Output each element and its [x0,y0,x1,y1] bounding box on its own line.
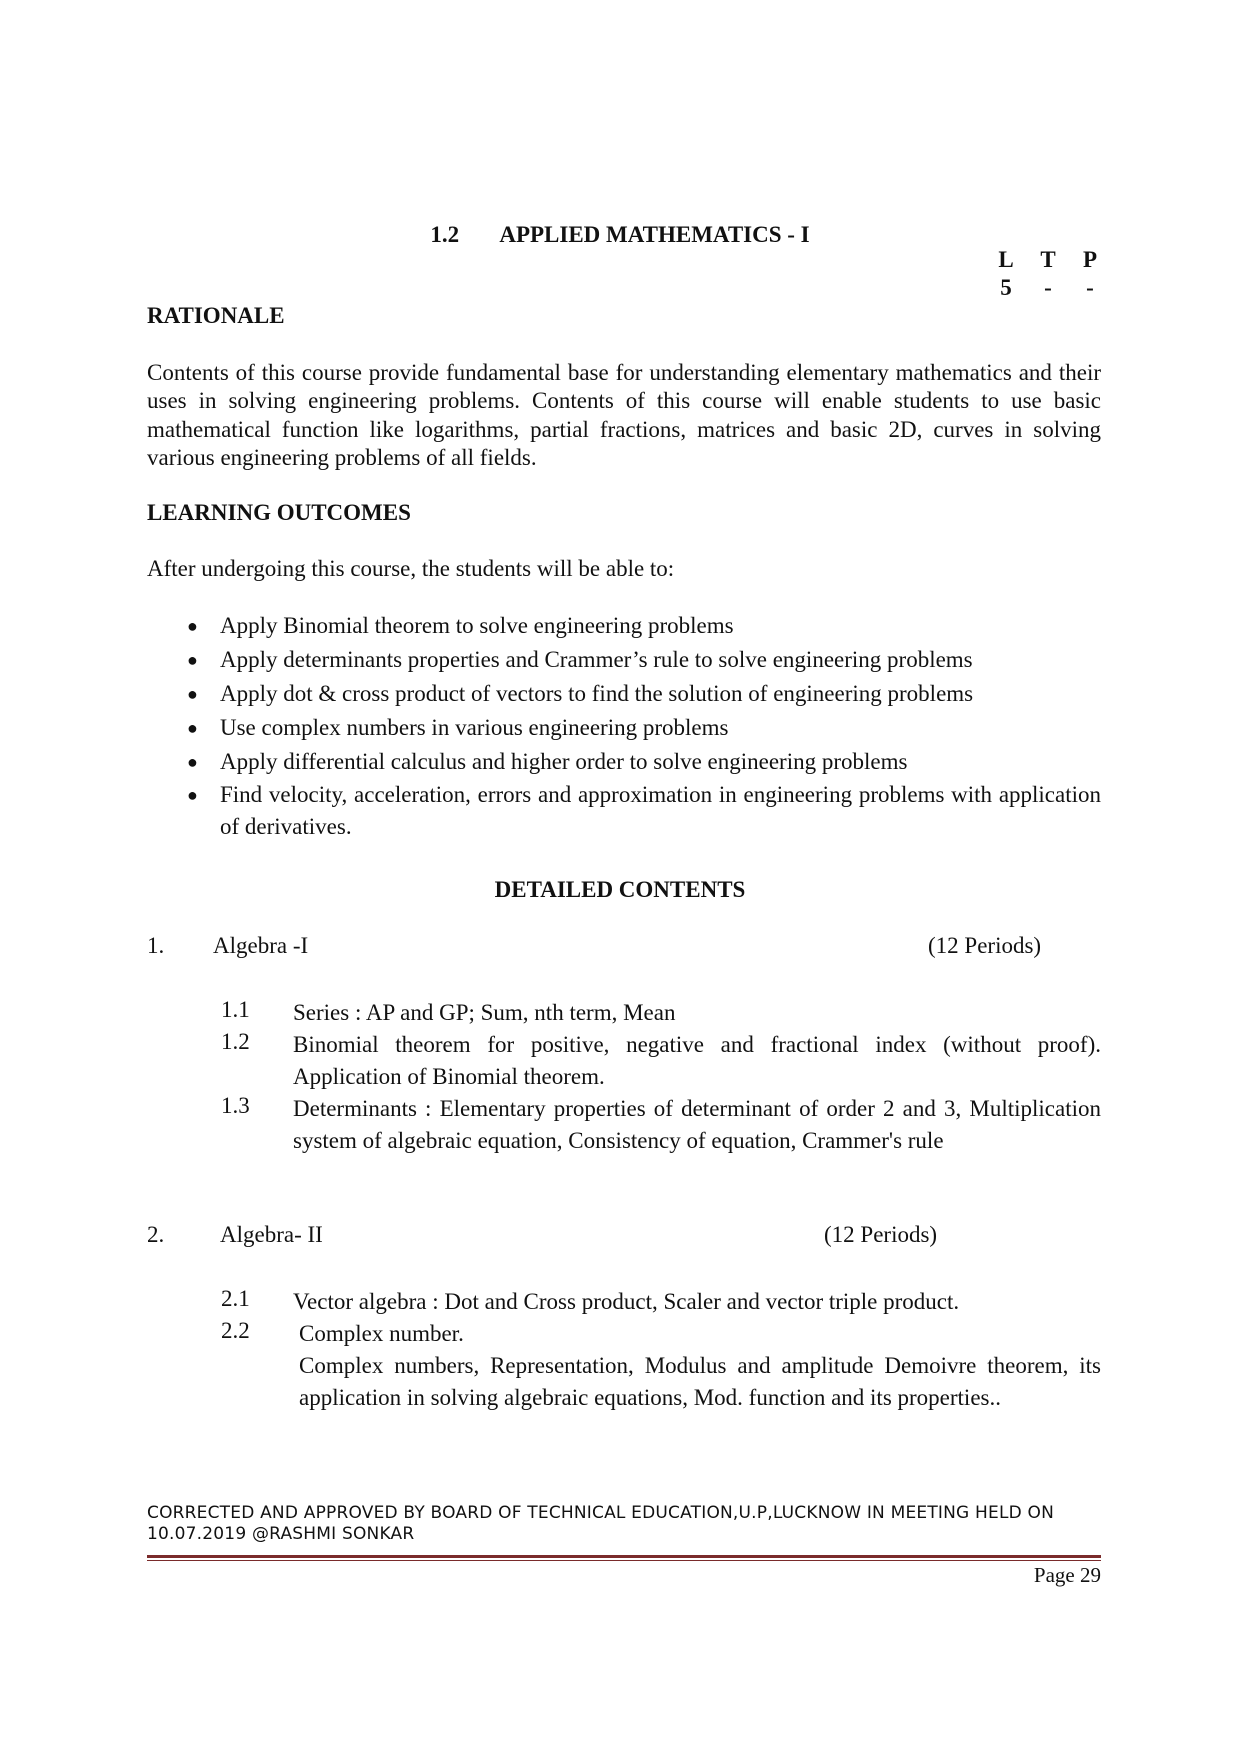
list-item [187,779,1101,843]
ltp-header-t: T [1040,247,1056,272]
topic-text: Binomial theorem for positive, negative and fractional index (without proof). Application of Binomial theorem. [293,1032,1101,1089]
list-item [187,711,1101,745]
ltp-values [985,275,1111,301]
bullet-icon: ● [187,752,198,772]
list-item [187,745,1101,779]
list-item-text: Apply dot & cross product of vectors to find the solution of engineering problems [220,681,974,706]
bullet-icon: ● [187,718,198,738]
list-item [187,677,1101,711]
bullet-icon: ● [187,650,198,670]
list-item-text: Find velocity, acceleration, errors and approximation in engineering problems with application of derivatives. [220,782,1101,839]
footer-approval [147,1503,1107,1545]
rationale-heading: RATIONALE [147,303,285,328]
ltp-value-t: - [1044,275,1052,300]
footer-divider [147,1555,1101,1558]
learning-outcomes-list [187,609,1101,843]
topic-text: Vector algebra : Dot and Cross product, Scaler and vector triple product. [293,1289,960,1314]
learning-outcomes-intro: After undergoing this course, the students will be able to: [147,556,675,581]
page-title [0,222,1240,248]
topic-text: Determinants : Elementary properties of determinant of order 2 and 3, Multiplication system of algebraic equation, Consistency of equation, Crammer's rule [293,1096,1101,1153]
footer-divider-thin [147,1560,1101,1561]
unit-periods: (12 Periods) [824,1222,938,1247]
list-item [187,643,1101,677]
unit-title: Algebra -I [213,933,309,958]
footer-line-1: CORRECTED AND APPROVED BY BOARD OF TECHNICAL EDUCATION,U.P,LUCKNOW IN MEETING HELD ON [147,1503,1055,1523]
title-text: APPLIED MATHEMATICS - I [499,222,810,247]
topic-number: 1.1 [221,997,250,1022]
rationale-body: Contents of this course provide fundamental base for understanding elementary mathematics and their uses in solving engineering problems. Contents of this course will enable students to use basic mathematical function like logarithms, partial fractions, matrices and basic 2D, curves in solving various engineering problems of all fields. [147,360,1101,470]
unit-number: 1. [147,933,165,958]
detailed-contents-heading: DETAILED CONTENTS [494,877,746,902]
list-item [187,609,1101,643]
bullet-icon: ● [187,616,198,636]
title-number: 1.2 [430,222,460,247]
topic-detail: Complex numbers, Representation, Modulus and amplitude Demoivre theorem, its application in solving algebraic equations, Mod. function and its properties.. [299,1353,1101,1410]
learning-outcomes-heading: LEARNING OUTCOMES [147,500,411,525]
list-item-text: Apply Binomial theorem to solve engineering problems [220,613,734,638]
topic-number: 1.2 [221,1029,250,1054]
topic-number: 2.2 [221,1318,250,1343]
footer-line-2: 10.07.2019 @RASHMI SONKAR [147,1524,415,1544]
unit-number: 2. [147,1222,165,1247]
topic-text: Complex number. [299,1321,464,1346]
unit-periods: (12 Periods) [928,933,1042,958]
ltp-headers [985,247,1111,273]
list-item-text: Apply determinants properties and Crammer’s rule to solve engineering problems [220,647,973,672]
list-item-text: Use complex numbers in various engineering problems [220,715,729,740]
page-number: Page 29 [1033,1563,1101,1587]
list-item-text: Apply differential calculus and higher order to solve engineering problems [220,749,908,774]
topic-text: Series : AP and GP; Sum, nth term, Mean [293,1000,676,1025]
unit-title: Algebra- II [220,1222,323,1247]
topic-number: 1.3 [221,1093,250,1118]
bullet-icon: ● [187,785,198,805]
ltp-value-p: - [1086,275,1094,300]
ltp-header-l: L [998,247,1014,272]
bullet-icon: ● [187,684,198,704]
ltp-header-p: P [1082,247,1098,272]
ltp-value-l: 5 [1000,275,1012,300]
topic-number: 2.1 [221,1286,250,1311]
